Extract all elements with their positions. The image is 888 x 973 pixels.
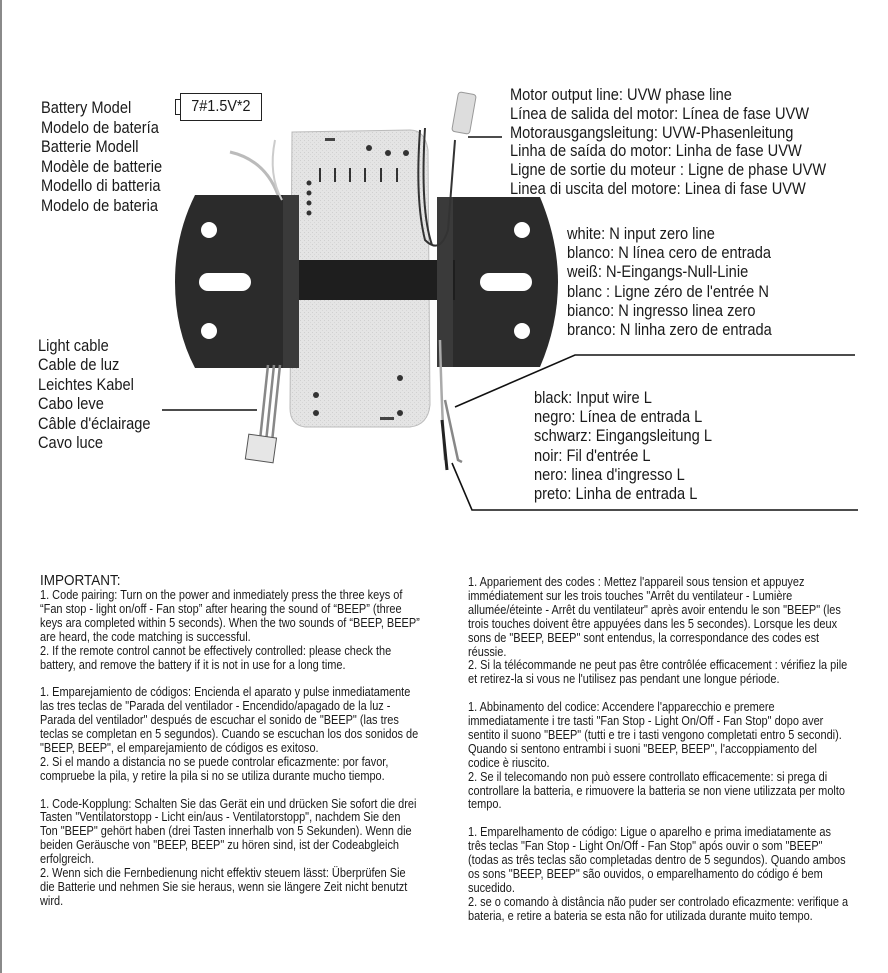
black-label-it: nero: linea d'ingresso L [534, 464, 685, 484]
instruction-line: 2. Wenn sich die Fernbedienung nicht effektiv steuem lässt: Überprüfen Sie [40, 866, 406, 881]
instruction-line: battery, and remove the battery if it is not in use for a long time. [40, 657, 346, 672]
instruction-line: immediatamente i tre tasti "Fan Stop - Light On/Off - Fan Stop" dopo aver [468, 714, 824, 729]
instruction-line: Parada del ventilador" después de escuchar el sonido de "BEEP" (las tres [40, 713, 399, 728]
white-label-es: blanco: N línea cero de entrada [567, 243, 772, 263]
instruction-line: bateria, e retire a bateria se esta não for utilizada durante muito tempo. [468, 908, 813, 923]
white-label-en: white: N input zero line [567, 224, 715, 243]
battery-label-fr: Modèle de batterie [41, 156, 163, 176]
instruction-line: controllare la batteria, e rimuovere la batteria se non viene utilizzata per molto [468, 783, 845, 798]
instruction-line: 1. Emparejamiento de códigos: Encienda el aparato y pulse inmediatamente [40, 685, 411, 700]
battery-label-de: Batterie Modell [41, 137, 139, 157]
instruction-line: teclas se completan en 5 segundos). Cuando se escuchan los dos sonidos de [40, 727, 419, 742]
instruction-line: compruebe la pila, y retire la pila si no se utiliza durante mucho tiempo. [40, 768, 385, 783]
light-label-pt: Cabo leve [38, 394, 104, 414]
instructions-left-column [40, 589, 420, 923]
instruction-line: beiden Geräusche von "BEEP, BEEP" zu hören sind, ist der Codeabgleich [40, 838, 400, 853]
instruction-line: keys ara completed within 5 seconds). When the two sounds of “BEEP, BEEP” [40, 615, 420, 630]
instruction-line: et retirez-la si vous ne l'utilisez pas pendant une longue période. [468, 672, 780, 687]
battery-model-labels [41, 98, 162, 216]
black-label-pt: preto: Linha de entrada L [534, 484, 698, 504]
battery-model-value: 7#1.5V*2 [191, 98, 251, 115]
instruction-line: 2. se o comando à distância não puder ser controlado eficazmente: verifique a [468, 894, 849, 909]
instruction-line: Quando si sentono entrambi i suoni "BEEP, BEEP", l'accoppiamento del [468, 741, 817, 756]
instruction-line: sentito il suono "BEEP" (tutti e tre i tasti vengono completati entro 5 secondi). [468, 727, 842, 742]
instruction-line: 2. Si el mando a distancia no se puede controlar eficazmente: por favor, [40, 754, 389, 769]
light-label-en: Light cable [38, 336, 109, 355]
black-label-es: negro: Línea de entrada L [534, 407, 703, 427]
instruction-line: trois touches doivent être appuyées dans les 5 secondes). Lorsque les deux [468, 616, 838, 631]
instruction-line: 1. Code pairing: Turn on the power and inmediately press the three keys of [40, 588, 403, 602]
instruction-line: (todas as três teclas são completadas dentro de 5 segundos). Quando ambos [468, 853, 846, 868]
battery-model-box [180, 93, 262, 121]
instruction-line: die Batterie und nehmen Sie sie heraus, wenn sie längere Zeit nicht benutzt [40, 880, 408, 894]
instruction-line: 1. Code-Kopplung: Schalten Sie das Gerät ein und drücken Sie sofort die drei [40, 796, 417, 811]
instruction-line: 1. Emparelhamento de código: Ligue o aparelho e prima imediatamente as [468, 825, 832, 840]
motor-connector [452, 92, 477, 135]
light-cable-labels [38, 336, 151, 452]
battery-label-es: Modelo de batería [41, 117, 159, 137]
motor-label-it: Linea di uscita del motore: Linea di fase UVW [510, 178, 806, 198]
instruction-line: wird. [40, 893, 64, 908]
instructions-right-column [468, 576, 848, 938]
light-label-it: Cavo luce [38, 433, 104, 453]
instruction-line: 1. Appariement des codes : Mettez l'appareil sous tension et appuyez [468, 575, 805, 589]
instruction-line: os sons "BEEP, BEEP" são ouvidos, o emparelhamento do código é bem [468, 867, 823, 881]
instruction-line: sucedido. [468, 880, 515, 895]
light-label-de: Leichtes Kabel [38, 374, 134, 394]
white-label-de: weiß: N-Eingangs-Null-Linie [567, 262, 749, 282]
motor-label-fr: Ligne de sortie du moteur : Ligne de phase UVW [510, 160, 827, 180]
instruction-paragraph [468, 826, 848, 923]
instruction-line: immédiatement sur les trois touches "Arrêt du ventilateur - Lumière [468, 588, 793, 603]
light-connector [245, 434, 276, 463]
instruction-line: três teclas "Fan Stop - Light On/Off - Fan Stop" após ouvir o som "BEEP" [468, 839, 823, 854]
strap-bar [283, 260, 455, 300]
instruction-paragraph [468, 701, 848, 812]
instruction-line: tempo. [468, 797, 502, 812]
battery-label-en: Battery Model [41, 98, 132, 117]
instruction-line: "BEEP, BEEP", el emparejamiento de códigos es exitoso. [40, 740, 319, 755]
instruction-line: erfolgreich. [40, 852, 95, 867]
instruction-line: las tres teclas de "Parada del ventilador - Encendido/apagado de la luz - [40, 699, 391, 714]
white-wire-labels [567, 224, 772, 339]
instruction-paragraph [40, 686, 420, 783]
white-label-fr: blanc : Ligne zéro de l'entrée N [567, 281, 769, 301]
important-heading: IMPORTANT: [40, 572, 121, 589]
black-label-de: schwarz: Eingangsleitung L [534, 426, 712, 446]
instruction-paragraph [40, 589, 420, 672]
light-label-es: Cable de luz [38, 355, 120, 375]
instruction-line: sons de "BEEP, BEEP" sont entendus, la correspondance des codes est [468, 630, 820, 645]
light-label-fr: Câble d'éclairage [38, 413, 151, 433]
battery-label-pt: Modelo de bateria [41, 195, 159, 215]
instruction-line: réussie. [468, 644, 507, 659]
black-wire-labels [534, 388, 712, 503]
instruction-paragraph [40, 798, 420, 909]
motor-label-es: Línea de salida del motor: Línea de fase UVW [510, 103, 810, 123]
white-label-pt: branco: N linha zero de entrada [567, 320, 772, 340]
black-label-fr: noir: Fil d'entrée L [534, 445, 651, 465]
motor-label-en: Motor output line: UVW phase line [510, 85, 732, 104]
instruction-paragraph [468, 576, 848, 687]
black-label-en: black: Input wire L [534, 388, 652, 407]
motor-label-de: Motorausgangsleitung: UVW-Phasenleitung [510, 122, 794, 142]
instruction-line: “Fan stop - light on/off - Fan stop” after hearing the sound of “BEEP” (three [40, 601, 402, 616]
white-label-it: bianco: N ingresso linea zero [567, 300, 756, 320]
instruction-line: 1. Abbinamento del codice: Accendere l'apparecchio e premere [468, 700, 775, 715]
instruction-line: 2. Si la télécommande ne peut pas être contrôlée efficacement : vérifiez la pile [468, 658, 848, 673]
instruction-line: allumée/éteinte - Arrêt du ventilateur" après avoir entendu le son "BEEP" (les [468, 602, 841, 617]
instruction-line: Tasten "Ventilatorstopp - Licht ein/aus - Ventilatorstopp", nachdem Sie den [40, 810, 401, 825]
battery-label-it: Modello di batteria [41, 176, 161, 196]
instruction-line: 2. Se il telecomando non può essere controllato efficacemente: si prega di [468, 769, 828, 784]
instruction-line: are heard, the code matching is successful. [40, 629, 251, 644]
motor-output-labels [510, 86, 826, 199]
instruction-line: Ton "BEEP" gehört haben (drei Tasten innerhalb von 5 Sekunden). Wenn die [40, 824, 412, 839]
instruction-line: 2. If the remote control cannot be effectively controlled: please check the [40, 643, 392, 658]
instruction-line: codice è riuscito. [468, 755, 550, 770]
motor-label-pt: Linha de saída do motor: Linha de fase UVW [510, 141, 802, 161]
